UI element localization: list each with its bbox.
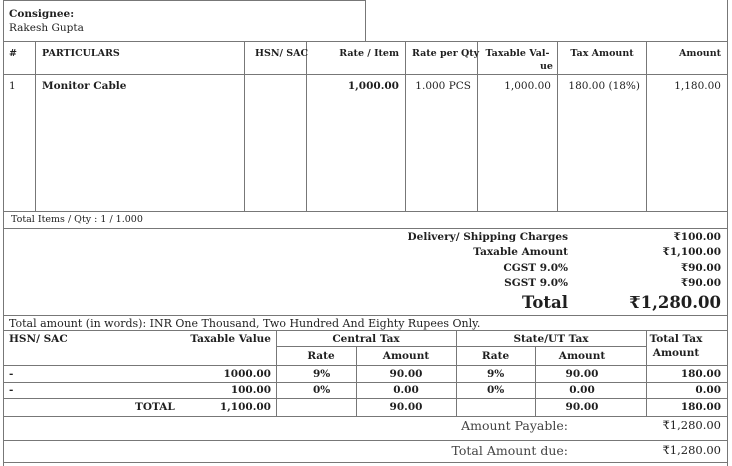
delivery-value: ₹100.00 (673, 231, 721, 243)
tax-row-total: 180.00 (680, 368, 721, 380)
row-particulars: Monitor Cable (42, 80, 127, 92)
payable-bottom-border (3, 440, 727, 441)
tax-row-total: 0.00 (695, 384, 721, 396)
tax-row-central-amount: 0.00 (393, 384, 419, 396)
tax-total-amount: 180.00 (680, 401, 721, 413)
header-amount: Amount (679, 48, 721, 59)
row-num: 1 (9, 80, 16, 92)
row-tax: 180.00 (18%) (568, 80, 640, 92)
col-sep-hsn (306, 41, 307, 211)
tax-total-central-amount: 90.00 (389, 401, 423, 413)
tax-row-central-amount: 90.00 (389, 368, 423, 380)
tax-row1-bottom-border (3, 382, 727, 383)
tax-total-bottom-border (3, 416, 727, 417)
row-rate-qty: 1.000 PCS (415, 80, 471, 92)
tax-row-hsn: - (9, 368, 14, 380)
amount-payable-value: ₹1,280.00 (662, 418, 721, 432)
tax-header-state: State/UT Tax (513, 333, 589, 345)
tax-row-state-rate: 9% (487, 368, 505, 380)
header-rate-item: Rate / Item (339, 48, 399, 59)
cgst-label: CGST 9.0% (503, 262, 568, 274)
amount-in-words: Total amount (in words): INR One Thousand, Two Hundred And Eighty Rupees Only. (9, 317, 481, 330)
consignee-top-border (3, 0, 366, 1)
summary-bottom-border (3, 315, 727, 316)
tax-total-state-amount: 90.00 (565, 401, 599, 413)
sgst-value: ₹90.00 (680, 277, 721, 289)
tax-header-central-amount: Amount (382, 350, 430, 362)
header-particulars: PARTICULARS (42, 48, 120, 59)
tax-row-central-rate: 9% (313, 368, 331, 380)
tax-row-hsn: - (9, 384, 14, 396)
cgst-value: ₹90.00 (680, 262, 721, 274)
tax-header-central: Central Tax (332, 333, 400, 345)
tax-header-hsn: HSN/ SAC (9, 333, 68, 345)
header-num: # (9, 48, 17, 59)
col-sep-num (35, 41, 36, 211)
tax-header-state-rate: Rate (481, 350, 510, 362)
tax-table-top-border (3, 330, 727, 331)
col-sep-rate-qty (477, 41, 478, 211)
tax-row2-bottom-border (3, 398, 727, 399)
tax-header-central-rate: Rate (307, 350, 335, 362)
taxable-amount-value: ₹1,100.00 (662, 246, 721, 258)
sgst-label: SGST 9.0% (504, 277, 568, 289)
col-sep-tax-amount (646, 41, 647, 211)
col-sep-particulars (244, 41, 245, 211)
col-sep-rate-item (405, 41, 406, 211)
total-items-bottom-border (3, 228, 727, 229)
header-rate-qty: Rate per Qty (412, 48, 480, 59)
row-rate-item: 1,000.00 (347, 80, 399, 92)
tax-total-taxable: 1,100.00 (219, 401, 271, 413)
header-taxable-line1: Taxable Val- (485, 48, 550, 59)
delivery-label: Delivery/ Shipping Charges (407, 231, 568, 243)
tax-row-taxable: 100.00 (230, 384, 271, 396)
row-taxable: 1,000.00 (504, 80, 551, 92)
tax-header-bottom-border (3, 365, 727, 366)
outer-left-border (3, 0, 4, 466)
header-taxable-line2: ue (540, 61, 553, 72)
header-hsn: HSN/ SAC (255, 48, 309, 59)
taxable-amount-label: Taxable Amount (473, 246, 568, 258)
tax-row-central-rate: 0% (313, 384, 331, 396)
due-bottom-border (3, 462, 727, 463)
tax-row-state-amount: 0.00 (569, 384, 595, 396)
tax-header-total-line1: Total Tax (649, 333, 703, 345)
total-value: ₹1,280.00 (629, 293, 721, 312)
consignee-name: Rakesh Gupta (9, 22, 84, 34)
total-due-value: ₹1,280.00 (662, 443, 721, 457)
items-header-bottom-border (3, 74, 727, 75)
items-header-top-border (3, 41, 727, 42)
tax-row-state-rate: 0% (487, 384, 505, 396)
tax-row-taxable: 1000.00 (223, 368, 271, 380)
tax-header-taxable: Taxable Value (190, 333, 271, 345)
total-items-qty: Total Items / Qty : 1 / 1.000 (11, 214, 143, 225)
tax-row-state-amount: 90.00 (565, 368, 599, 380)
outer-right-border (727, 0, 728, 466)
total-label: Total (522, 293, 568, 312)
tax-subheader-top-border (276, 346, 647, 347)
row-amount: 1,180.00 (674, 80, 721, 92)
tax-total-label: TOTAL (135, 401, 175, 413)
consignee-label: Consignee: (9, 8, 75, 20)
tax-header-total-line2: Amount (652, 347, 700, 359)
consignee-right-border (365, 0, 366, 41)
tax-header-state-amount: Amount (558, 350, 606, 362)
amount-payable-label: Amount Payable: (461, 418, 568, 433)
total-due-label: Total Amount due: (451, 443, 568, 458)
items-body-bottom-border (3, 211, 727, 212)
header-tax-amount: Tax Amount (570, 48, 634, 59)
col-sep-taxable (557, 41, 558, 211)
